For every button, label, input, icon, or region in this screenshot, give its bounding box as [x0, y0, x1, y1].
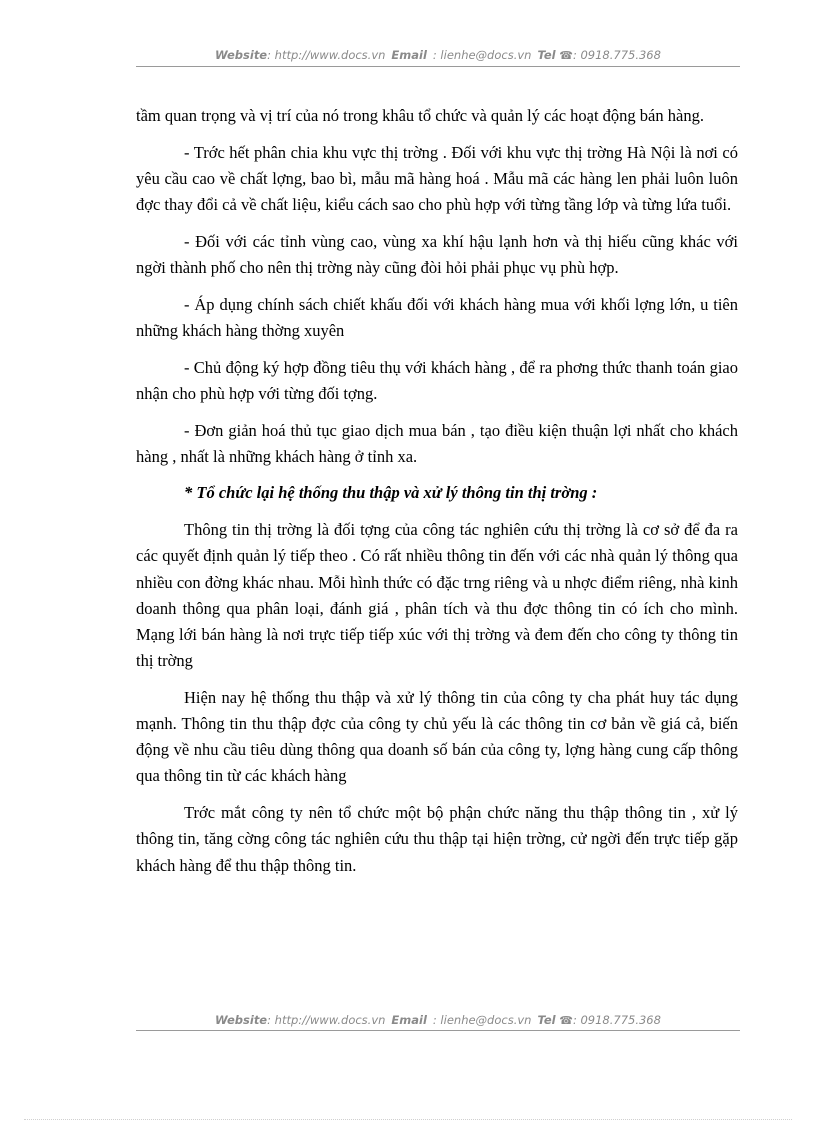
- footer-website-value: : http://www.docs.vn: [267, 1013, 386, 1027]
- paragraph-9: Trớc mắt công ty nên tổ chức một bộ phận chức năng thu thập thông tin , xử lý thông tin, tăng cờng công tác nghiên cứu thu thập tại hiện trờng, cử ngời đến trực tiếp gặp khách hàng để thu thập thông tin.: [136, 803, 738, 875]
- paragraph-5: - Chủ động ký hợp đồng tiêu thụ với khách hàng , để ra phơng thức thanh toán giao nhận cho phù hợp với từng đối tợng.: [136, 357, 738, 403]
- header-tel-value: : 0918.775.368: [572, 48, 661, 62]
- phone-icon: ☎: [559, 1014, 573, 1027]
- header-divider: [136, 66, 740, 67]
- footer-tel-label: Tel: [537, 1013, 556, 1027]
- paragraph-8: Hiện nay hệ thống thu thập và xử lý thông tin của công ty cha phát huy tác dụng mạnh. Thông tin thu thập đợc của công ty chủ yếu là các thông tin cơ bản về giá cả, biến động về nhu cầu tiêu dùng thông qua doanh số bán của công ty, lợng hàng cung cấp thông qua thông tin từ các khách hàng: [136, 687, 738, 786]
- paragraph-3: - Đối với các tỉnh vùng cao, vùng xa khí hậu lạnh hơn và thị hiếu cũng khác với ngời thành phố cho nên thị trờng này cũng đòi hỏi phải phục vụ phù hợp.: [136, 231, 738, 278]
- paragraph-6: - Đơn giản hoá thủ tục giao dịch mua bán , tạo điều kiện thuận lợi nhất cho khách hàng , nhất là những khách hàng ở tỉnh xa.: [136, 420, 738, 466]
- footer-website-label: Website: [215, 1013, 268, 1027]
- paragraph-4: - Áp dụng chính sách chiết khấu đối với khách hàng mua với khối lợng lớn, u tiên những khách hàng thờng xuyên: [136, 294, 738, 340]
- header-tel-label: Tel: [537, 48, 556, 62]
- paragraph-7: Thông tin thị trờng là đối tợng của công tác nghiên cứu thị trờng là cơ sở để đa ra các quyết định quản lý tiếp theo . Có rất nhiều thông tin đến với các nhà quản lý thông qua nhiều con đờng khác nhau. Mỗi hình thức có đặc trng riêng và u nhợc điểm riêng, nhà kinh doanh thông qua phân loại, đánh giá , phân tích và thu đợc thông tin có ích cho mình. Mạng lới bán hàng là nơi trực tiếp tiếp xúc với thị trờng và đem đến cho công ty thông tin thị trờng: [136, 520, 738, 671]
- phone-icon: ☎: [559, 49, 573, 62]
- document-body: [136, 103, 738, 889]
- footer-tel-value: : 0918.775.368: [572, 1013, 661, 1027]
- header-website-label: Website: [215, 48, 268, 62]
- paragraph-1: tầm quan trọng và vị trí của nó trong khâu tổ chức và quản lý các hoạt động bán hàng.: [136, 106, 704, 125]
- paragraph-2: - Trớc hết phân chia khu vực thị trờng . Đối với khu vực thị trờng Hà Nội là nơi có yêu cầu cao về chất lợng, bao bì, mẫu mã hàng hoá . Mẫu mã các hàng len phải luôn luôn đợc thay đổi cả về chất liệu, kiểu cách sao cho phù hợp với từng tầng lớp và từng lứa tuổi.: [136, 142, 738, 215]
- footer-email-value: : lienhe@docs.vn: [432, 1013, 532, 1027]
- header-email-value: : lienhe@docs.vn: [432, 48, 532, 62]
- page-edge-dotted-line: [24, 1119, 792, 1120]
- header-website-value: : http://www.docs.vn: [267, 48, 386, 62]
- footer-divider: [136, 1030, 740, 1031]
- section-heading: * Tổ chức lại hệ thống thu thập và xử lý thông tin thị trờng :: [184, 483, 598, 503]
- page-footer: [136, 1013, 740, 1027]
- page-header: [136, 48, 740, 62]
- header-email-label: Email: [391, 48, 427, 62]
- footer-email-label: Email: [391, 1013, 427, 1027]
